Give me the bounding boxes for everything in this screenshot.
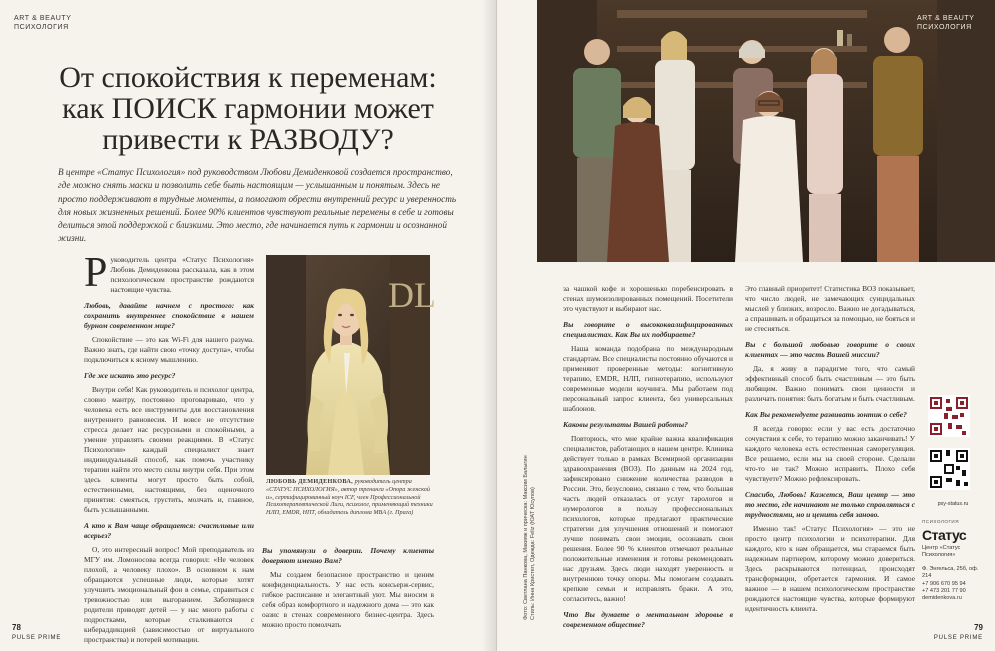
right-column-1	[563, 284, 733, 634]
section-label: ART & BEAUTY	[14, 15, 72, 22]
answer-continued: за чашкой кофе и хорошенько поребенсировать в стенах шумоизолированных помещений. Посетители это чувствуют и выбирают нас.	[563, 284, 733, 313]
section-tag	[14, 14, 72, 32]
caption-name: ЛЮБОВЬ ДЕМИДЕНКОВА,	[266, 478, 354, 485]
section-sublabel: ПСИХОЛОГИЯ	[917, 24, 972, 31]
portrait-caption	[266, 478, 434, 517]
question: Как Вы рекомендуете развивать зонтик о себе?	[745, 410, 907, 419]
intro-paragraph	[84, 250, 254, 296]
gutter-shadow	[482, 0, 496, 651]
page-number: 78	[12, 623, 21, 632]
headline	[28, 62, 468, 155]
portrait-photo	[266, 255, 436, 475]
logo-subtitle: ПСИХОЛОГИЯ	[922, 519, 960, 524]
right-column-2	[745, 284, 915, 616]
left-column-2	[262, 540, 434, 632]
answer: Повторюсь, что мне крайне важна квалификация специалистов, работающих в нашем центре. Клиника действует только в рамках Всемирной организации здравоохранения (ВОЗ). По данным на 2024 год, зафиксировано снижение количества разводов в России. Это, безусловно, связано с тем, что большая часть людей отказалась от услуг тарологов и нумерологов в пользу профессиональных психологов, которые предлагают практические стратегии для улучшения отношений и помогают лучше понимать свои эмоции, осознавать свои решения. Более 90 % клиентов отмечают реальные положительные изменения и готовы рекомендовать нас друзьям. Здесь люди находят уверенность и внутреннюю точку опоры. Мы помогаем создавать крепкие семьи и исправлять браки. А это, согласитесь, важно!	[563, 434, 733, 603]
left-page	[0, 0, 497, 651]
question: Вы говорите о высококвалифицированных специалистах. Как Вы их подбираете?	[563, 320, 733, 339]
left-column-1	[84, 250, 254, 647]
contact-info	[922, 545, 984, 603]
answer: Мы создаем безопасное пространство и ценим конфиденциальность. У нас есть консьерж-сервис, гибкое расписание и элегантный уют. Мы вносим в себя образ комфортного и надежного дома — это как оазис в стенах современного бизнес-центра. Здесь можно просто помолчать	[262, 570, 434, 629]
question: Вы упомянули о доверии. Почему клиенты доверяют именно Вам?	[262, 546, 434, 565]
answer: Внутри себя! Как руководитель и психолог центра, словно мантру, постоянно проговариваю, что у человека есть все инструменты для восстановления внутреннего равновесия. И вовсе не отсутствие стресса делает нас ресурсными и спокойными, а умение управлять своими реакциями. В «Статус Психологии» каждый специалист знает индивидуальный способ, как помочь участнику терапии найти это место силы внутри себя. При этом здесь клиенты могут просто быть собой, естественными, настоящими, без оценочного принятия: смеяться, грустить, молчать и, главное, быть услышанными.	[84, 385, 254, 514]
website-link[interactable]: demidenkova.ru	[922, 595, 962, 602]
team-photo-illustration	[537, 0, 995, 262]
right-page	[497, 0, 995, 651]
phone-1[interactable]: +7 906 670 95 94	[922, 580, 966, 587]
question: Каковы результаты Вашей работы?	[563, 420, 688, 429]
section-tag	[917, 14, 975, 32]
dropcap: Р	[84, 250, 108, 296]
brand-logo: Статус	[922, 527, 967, 543]
answer: Да, я живу в парадигме того, что самый эффективный способ быть счастливым — это быть любящим. Важно понимать свои ценности и различать понятия: быть богатым и быть счастливым.	[745, 364, 915, 403]
team-photo	[537, 0, 995, 262]
photo-credit	[523, 455, 537, 620]
phone-2[interactable]: +7 473 201 77 90	[922, 588, 966, 595]
contact-sidebar	[922, 395, 984, 603]
section-sublabel: ПСИХОЛОГИЯ	[14, 24, 69, 31]
lead-paragraph: В центре «Статус Психология» под руководством Любови Демиденковой создается пространство, где можно снять маски и позволить себе быть настоящим — услышанным и понятым. Здесь не просто поддерживают в трудные моменты, а помогают обрести внутренний ресурс и уверенность для новых жизненных решений. Более 90% клиентов чувствуют реальные перемены в себе и готовы делиться этой поддержкой с близкими. Это место, где начинается путь к гармонии и осознанной жизни.	[58, 167, 457, 244]
svg-text:DL: DL	[388, 275, 436, 315]
headline-line-1: От спокойствия к переменам:	[59, 61, 437, 94]
answer: Я всегда говорю: если у вас есть достаточно сочувствия к себе, то терапию можно заканчивать! У каждого человека есть естественная саморегуляция. Все решаемо, если мы на своей стороне. Сделали что-то не так? Можно исправить. Плохо себя чувствуете? Можно рефлексировать.	[745, 424, 915, 483]
qr-code-icon[interactable]	[928, 395, 970, 437]
photo-credit-line-2: Стиль: Инна Кристел, Одежда: Feliz (ЮАТ Юсупов)	[530, 487, 536, 620]
answer: Это главный приоритет! Статистика ВОЗ показывает, что число людей, не замечающих суицидальных мыслей у близких, возросло. Важно не догадываться, а спрашивать и обращаться за помощью, не бояться и не стесняться.	[745, 284, 915, 333]
section-label: ART & BEAUTY	[917, 15, 975, 22]
publication-name: PULSE PRIME	[12, 635, 62, 641]
answer: Спокойствие — это как Wi-Fi для нашего разума. Важно знать, где найти свою «точку доступа», чтобы подключиться к ясному мышлению.	[84, 335, 254, 364]
page-number: 79	[974, 623, 983, 632]
answer: О, это интересный вопрос! Мой преподаватель из МГУ им. Ломоносова всегда говорил: «Не человек плохой, а человеку плохо». В основном к нам обращаются успешные люди, которые хотят улучшить эмоциональный фон в семье, справиться с тревожностью или выгоранием. Заботящиеся родители приводят детей — у нас много работы с подростками, которые сталкиваются с кибераддикцией (зависимостью от виртуального пространства) и потерей мотивации.	[84, 545, 254, 644]
headline-line-3: привести к РАЗВОДУ?	[102, 123, 394, 156]
portrait-illustration	[266, 255, 436, 475]
intro-text: уководитель центра «Статус Психология» Любовь Демиденкова рассказала, как в этом психологическом пространстве рождаются настоящие чувства.	[110, 255, 254, 294]
answer: Наша команда подобрана по международным стандартам. Все специалисты постоянно обучаются и применяют проверенные методы: когнитивную терапию, EMDR, НЛП, гипнотерапию, используют современные модели коучинга. Мы работаем под персональный запрос клиента, без универсальных шаблонов.	[563, 344, 733, 413]
answer: Именно так! «Статус Психология» — это не просто центр психологии и психотерапии. Для каждого, кто к нам обращается, мы стараемся быть надежным партнером, которому можно довериться. Здесь раскрываются потенциал, происходят трансформации, обретается гармония. И самое важное — в нашем психологическом пространстве рождаются настоящие чувства, которые формируют идентичность клиента.	[745, 524, 915, 613]
question: А кто к Вам чаще обращается: счастливые или всерьез?	[84, 521, 254, 540]
caption-text: руководитель центра «СТАТУС ПСИХОЛОГИЯ», автор тренинга «Опора женской и», сертифицированный коуч ICF, член Профессиональной Психотерапевтической Лиги, психолог, применяющий техники НЛП, EMDR, НПТ, обладатель диплома MBA (г. Прага)	[266, 478, 433, 517]
site-link[interactable]: psy-status.ru	[937, 501, 969, 507]
publication-name: PULSE PRIME	[933, 635, 983, 641]
question: Любовь, давайте начнем с простого: как сохранить внутреннее спокойствие в нашем бурном современном мире?	[84, 301, 254, 330]
question: Спасибо, Любовь! Кажется, Ваш центр — это то место, где начинают не только справляться с трудностями, но и ценить себя заново.	[745, 490, 915, 519]
qr-code-icon[interactable]	[928, 448, 970, 490]
address: Ф. Энгельса, 25б, оф. 214	[922, 565, 979, 580]
headline-line-2: как ПОИСК гармонии может	[62, 92, 434, 125]
photo-credit-line-1: Фото: Светлана Панкова, Макияж и прическа: Максим Балыгин	[523, 455, 529, 620]
question: Вы с большой любовью говорите о своих клиентах — это часть Вашей миссии?	[745, 340, 915, 359]
question: Где же искать это ресурс?	[84, 371, 176, 380]
center-name: Центр «Статус Психология»	[922, 545, 961, 559]
question: Что Вы думаете о ментальном здоровье в современном обществе?	[563, 610, 733, 629]
